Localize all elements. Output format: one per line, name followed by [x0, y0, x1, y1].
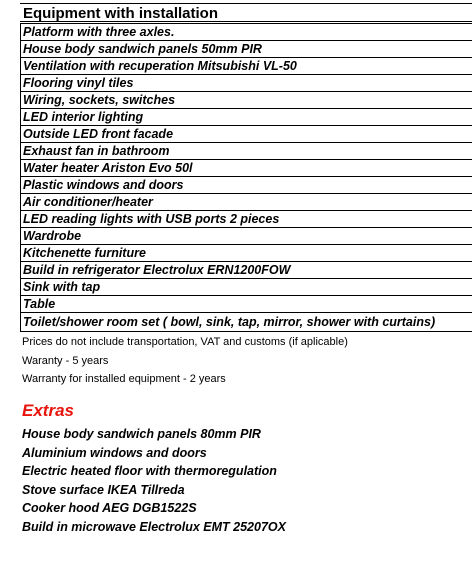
extra-item: Electric heated floor with thermoregulation	[22, 464, 277, 478]
extra-item: Build in microwave Electrolux EMT 25207OX	[22, 519, 286, 534]
equipment-item: House body sandwich panels 50mm PIR	[21, 41, 472, 58]
table-row	[21, 313, 472, 332]
table-row	[21, 75, 472, 92]
table-row	[21, 177, 472, 194]
equipment-item: Sink with tap	[21, 279, 472, 296]
extras-list	[22, 425, 286, 536]
equipment-item: Air conditioner/heater	[21, 194, 472, 211]
extra-item: Cooker hood AEG DGB1522S	[22, 501, 197, 515]
table-row	[21, 279, 472, 296]
table-row	[21, 211, 472, 228]
equipment-item: Wiring, sockets, switches	[21, 92, 472, 109]
extras-heading: Extras	[22, 401, 74, 420]
table-row	[21, 58, 472, 75]
equipment-item: Toilet/shower room set ( bowl, sink, tap, mirror, shower with curtains)	[21, 313, 472, 332]
table-row	[21, 109, 472, 126]
table-row	[21, 92, 472, 109]
equipment-item: Water heater Ariston Evo 50l	[21, 160, 472, 177]
equipment-table	[20, 23, 472, 332]
extra-item: Stove surface IKEA Tillreda	[22, 482, 185, 497]
note-warranty: Waranty - 5 years	[22, 354, 109, 367]
equipment-item: LED interior lighting	[21, 109, 472, 126]
table-row	[21, 228, 472, 245]
equipment-item: Outside LED front facade	[21, 126, 472, 143]
equipment-item: Flooring vinyl tiles	[21, 75, 472, 92]
equipment-item: Build in refrigerator Electrolux ERN1200FOW	[21, 262, 472, 279]
equipment-item: Exhaust fan in bathroom	[21, 143, 472, 160]
table-row	[21, 160, 472, 177]
table-row	[21, 245, 472, 262]
table-row	[21, 24, 472, 41]
equipment-item: Kitchenette furniture	[21, 245, 472, 262]
equipment-item: Platform with three axles.	[21, 24, 472, 41]
notes-list	[22, 333, 348, 389]
note-pricing: Prices do not include transportation, VAT and customs (if aplicable)	[22, 336, 348, 348]
equipment-item: Plastic windows and doors	[21, 177, 472, 194]
table-row	[21, 194, 472, 211]
extra-item: Aluminium windows and doors	[22, 445, 207, 460]
table-row	[21, 126, 472, 143]
table-row	[21, 143, 472, 160]
table-row	[21, 262, 472, 279]
extra-item: House body sandwich panels 80mm PIR	[22, 427, 261, 441]
equipment-item: Table	[21, 296, 472, 313]
equipment-item: Ventilation with recuperation Mitsubishi VL-50	[21, 58, 472, 75]
note-equipment-warranty: Warranty for installed equipment - 2 years	[22, 373, 226, 385]
table-row	[21, 41, 472, 58]
table-row	[21, 296, 472, 313]
section-heading: Equipment with installation	[20, 3, 472, 22]
equipment-item: LED reading lights with USB ports 2 pieces	[21, 211, 472, 228]
equipment-item: Wardrobe	[21, 228, 472, 245]
